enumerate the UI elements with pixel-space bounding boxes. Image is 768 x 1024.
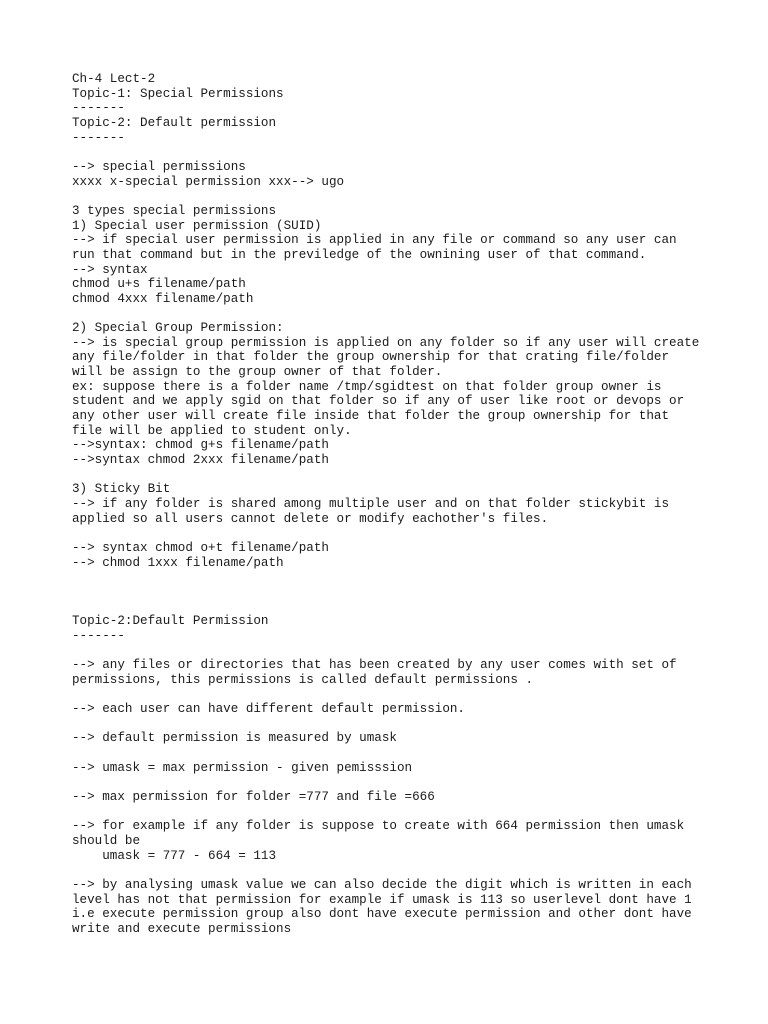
text-line: Ch-4 Lect-2 xyxy=(72,72,156,86)
text-line xyxy=(72,585,712,600)
text-line: will be assign to the group owner of that folder. xyxy=(72,365,443,380)
text-line: --> any files or directories that has been created by any user comes with set of xyxy=(72,658,677,673)
document-page xyxy=(72,72,712,936)
text-line: any other user will create file inside that folder the group ownership for that xyxy=(72,409,670,424)
text-line: chmod u+s filename/path xyxy=(72,277,246,292)
text-line: ------- xyxy=(72,628,125,643)
text-line xyxy=(72,570,712,585)
text-line: i.e execute permission group also dont have execute permission and other dont have xyxy=(72,907,692,922)
text-line: student and we apply sgid on that folder so if any of user like root or devops or xyxy=(72,394,685,409)
text-line: 1) Special user permission (SUID) xyxy=(72,218,322,233)
text-line: ------- xyxy=(72,101,125,116)
text-line: -->syntax chmod 2xxx filename/path xyxy=(72,453,329,468)
text-line xyxy=(72,306,712,321)
text-line: --> special permissions xyxy=(72,159,246,174)
text-line: --> is special group permission is applied on any folder so if any user will create xyxy=(72,335,700,350)
text-line: level has not that permission for example if umask is 113 so userlevel dont have 1 xyxy=(72,892,692,907)
text-line: --> max permission for folder =777 and file =666 xyxy=(72,789,435,804)
text-line: --> each user can have different default permission. xyxy=(72,702,465,717)
text-line: file will be applied to student only. xyxy=(72,423,352,438)
text-line xyxy=(72,775,712,790)
text-line: --> syntax xyxy=(72,262,148,277)
text-line: --> by analysing umask value we can also decide the digit which is written in each xyxy=(72,877,692,892)
text-line xyxy=(72,643,712,658)
text-line: 2) Special Group Permission: xyxy=(72,321,284,336)
text-line xyxy=(72,600,712,615)
text-line: ------- xyxy=(72,130,125,145)
text-line: --> if special user permission is applied in any file or command so any user can xyxy=(72,233,677,248)
text-line: -->syntax: chmod g+s filename/path xyxy=(72,438,329,453)
text-line: --> default permission is measured by umask xyxy=(72,731,397,746)
text-line: any file/folder in that folder the group ownership for that crating file/folder xyxy=(72,350,670,365)
text-line: Topic-2: Default permission xyxy=(72,115,277,130)
text-line: permissions, this permissions is called default permissions . xyxy=(72,672,534,687)
text-line: run that command but in the previledge of the ownining user of that command. xyxy=(72,247,647,262)
text-line: --> umask = max permission - given pemisssion xyxy=(72,760,413,775)
text-line: --> syntax chmod o+t filename/path xyxy=(72,540,329,555)
text-line: should be xyxy=(72,833,141,848)
text-line xyxy=(72,746,712,761)
text-line: applied so all users cannot delete or modify eachother's files. xyxy=(72,511,549,526)
text-line xyxy=(72,805,712,820)
text-line: --> if any folder is shared among multiple user and on that folder stickybit is xyxy=(72,496,670,511)
text-line: 3 types special permissions xyxy=(72,203,277,218)
text-line: Topic-2:Default Permission xyxy=(72,614,269,629)
text-line xyxy=(72,145,712,160)
text-line xyxy=(72,526,712,541)
text-line xyxy=(72,863,712,878)
text-line xyxy=(72,468,712,483)
text-line: umask = 777 - 664 = 113 xyxy=(72,848,277,863)
text-line: --> chmod 1xxx filename/path xyxy=(72,555,284,570)
text-line: chmod 4xxx filename/path xyxy=(72,291,254,306)
text-line: 3) Sticky Bit xyxy=(72,482,171,497)
text-line: write and execute permissions xyxy=(72,921,292,936)
text-line xyxy=(72,687,712,702)
text-line: Topic-1: Special Permissions xyxy=(72,86,284,101)
text-line: --> for example if any folder is suppose to create with 664 permission then umask xyxy=(72,819,685,834)
text-line: ex: suppose there is a folder name /tmp/sgidtest on that folder group owner is xyxy=(72,379,662,394)
text-line: xxxx x-special permission xxx--> ugo xyxy=(72,174,345,189)
text-line xyxy=(72,717,712,732)
text-line xyxy=(72,189,712,204)
